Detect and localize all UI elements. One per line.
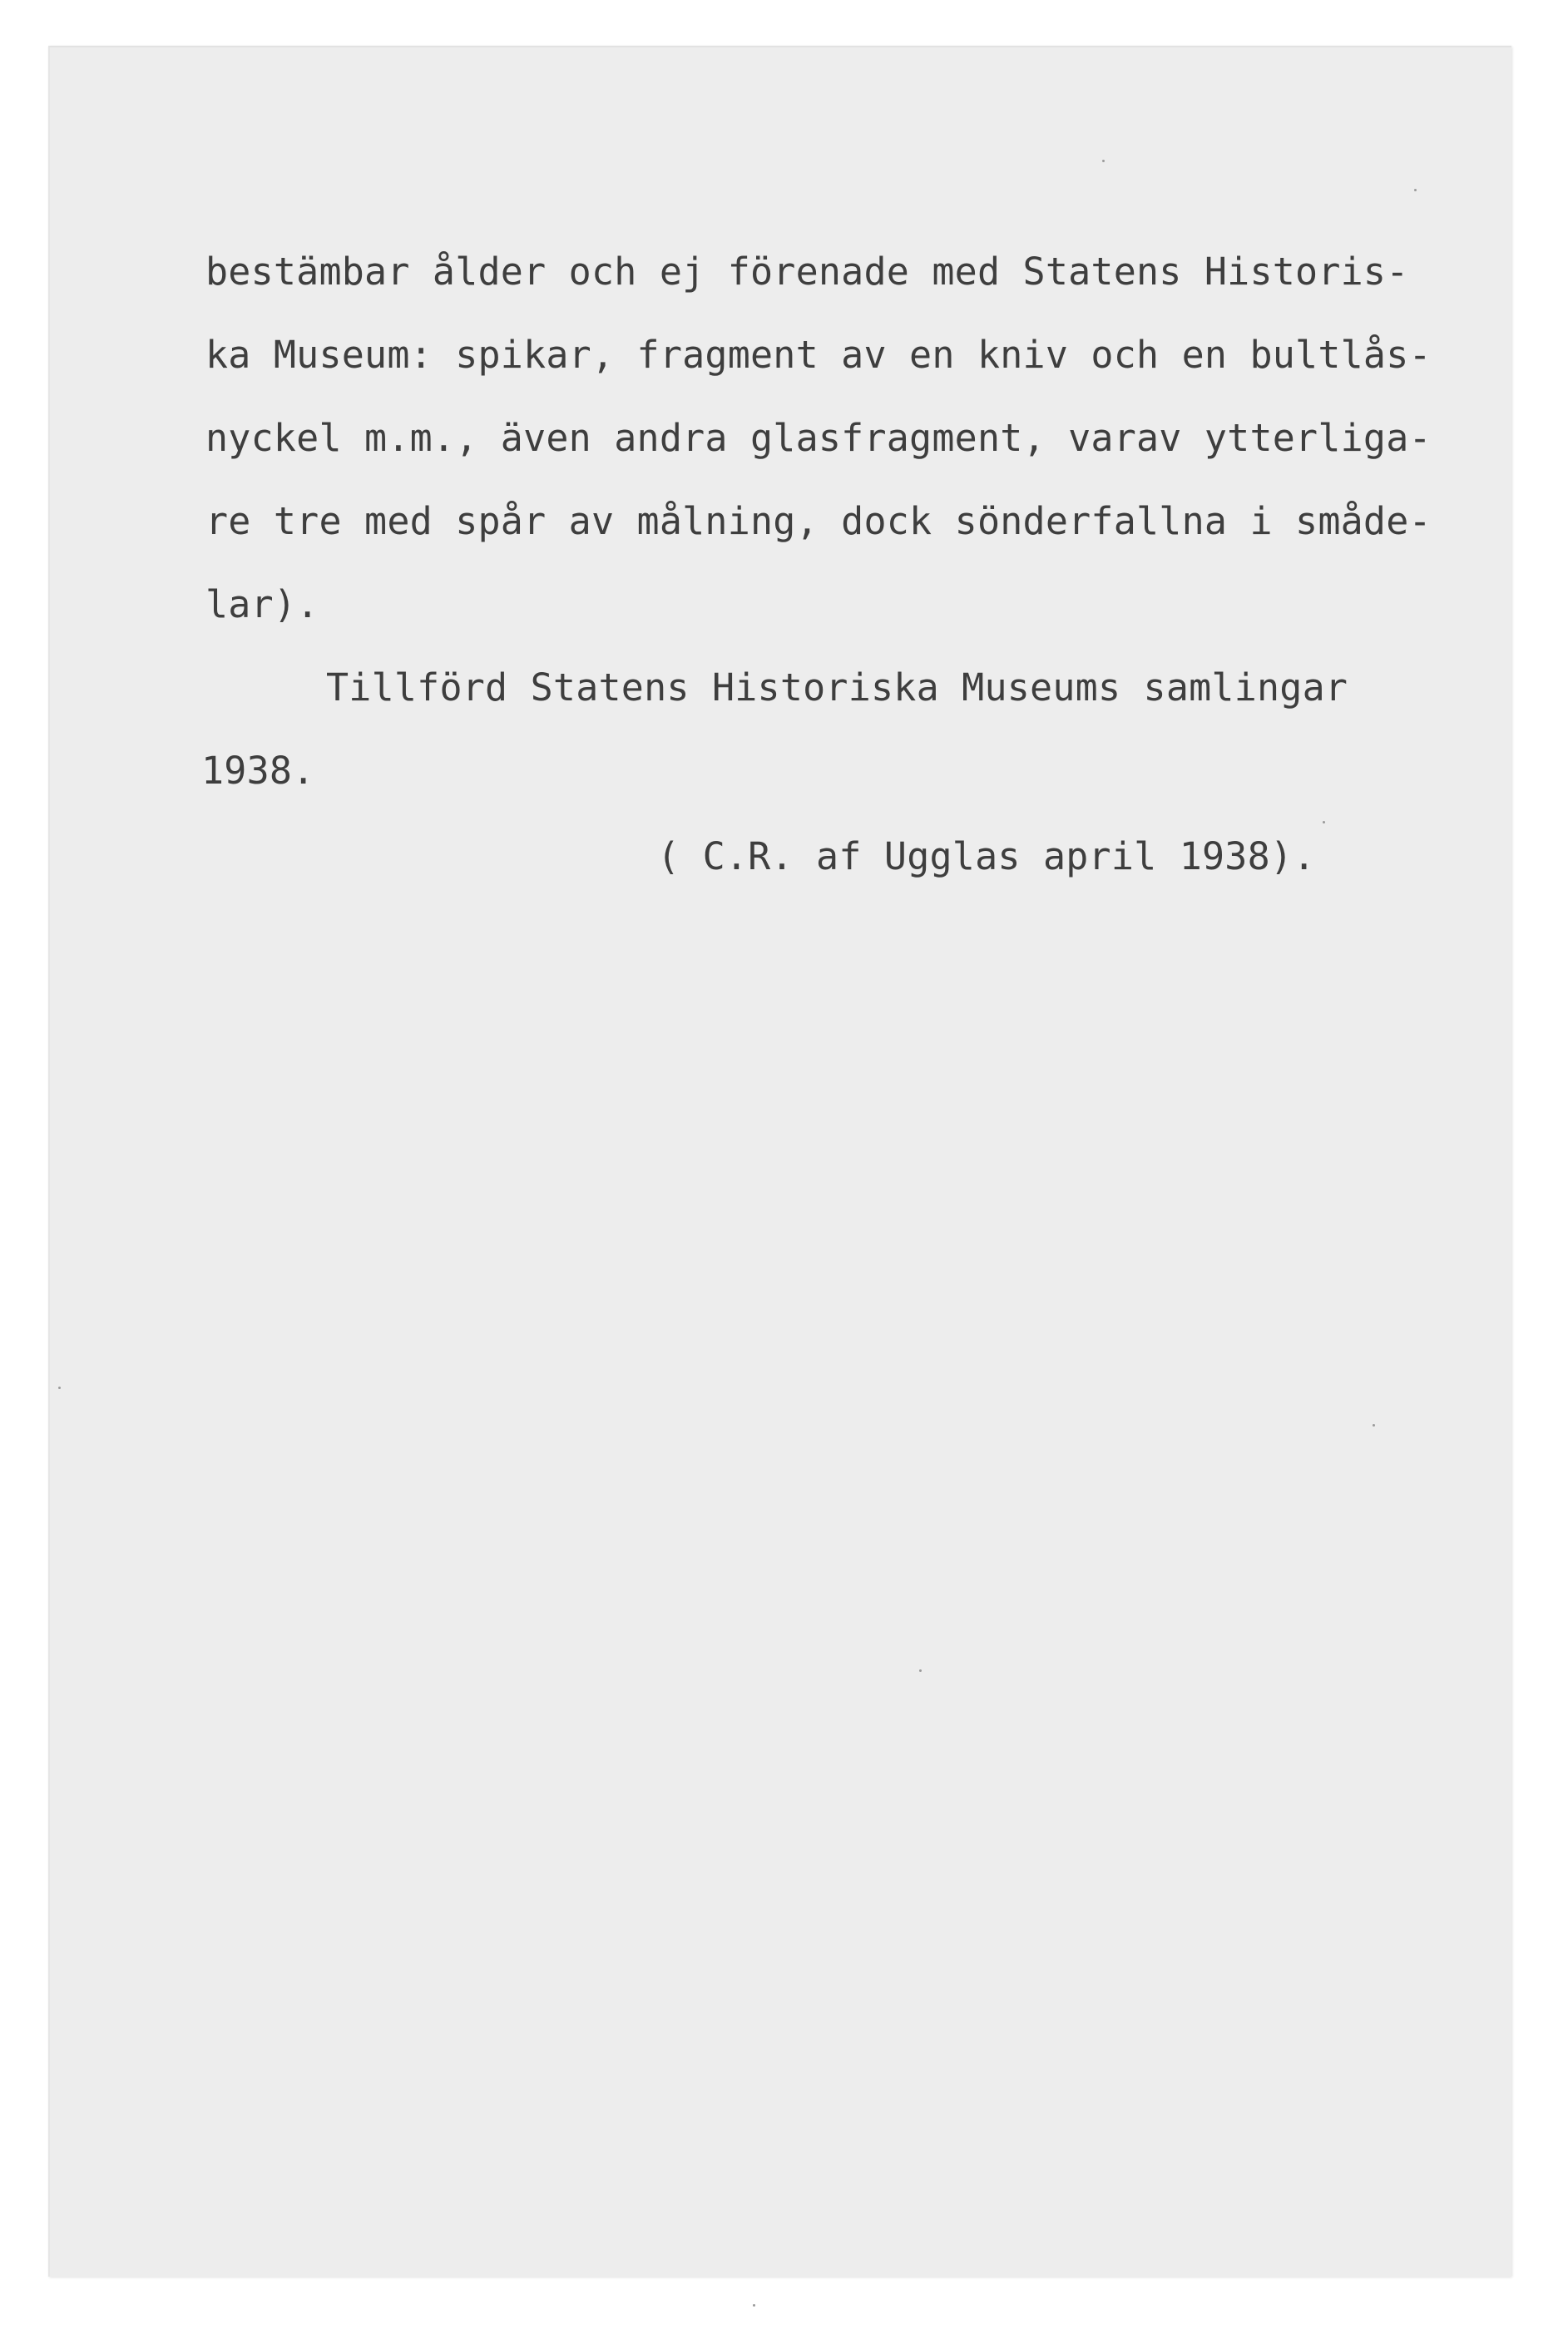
- signature-line: ( C.R. af Ugglas april 1938).: [657, 834, 1316, 878]
- paper-speck: [919, 1669, 922, 1672]
- text-line-6: Tillförd Statens Historiska Museums samlingar: [326, 665, 1348, 710]
- scan-speck: [753, 2304, 755, 2307]
- index-card: [48, 46, 1511, 2277]
- text-line-2: ka Museum: spikar, fragment av en kniv och en bultlås-: [205, 333, 1432, 377]
- text-line-7: 1938.: [201, 749, 315, 793]
- text-line-1: bestämbar ålder och ej förenade med Statens Historis-: [205, 250, 1409, 294]
- paper-speck: [1373, 1424, 1375, 1427]
- paper-speck: [1323, 821, 1325, 823]
- paper-speck: [1414, 189, 1417, 191]
- text-line-5: lar).: [205, 582, 319, 626]
- text-line-4: re tre med spår av målning, dock sönderfallna i småde-: [205, 499, 1432, 543]
- text-line-3: nyckel m.m., även andra glasfragment, varav ytterliga-: [205, 416, 1432, 460]
- paper-speck: [58, 1387, 61, 1389]
- paper-speck: [1102, 160, 1105, 162]
